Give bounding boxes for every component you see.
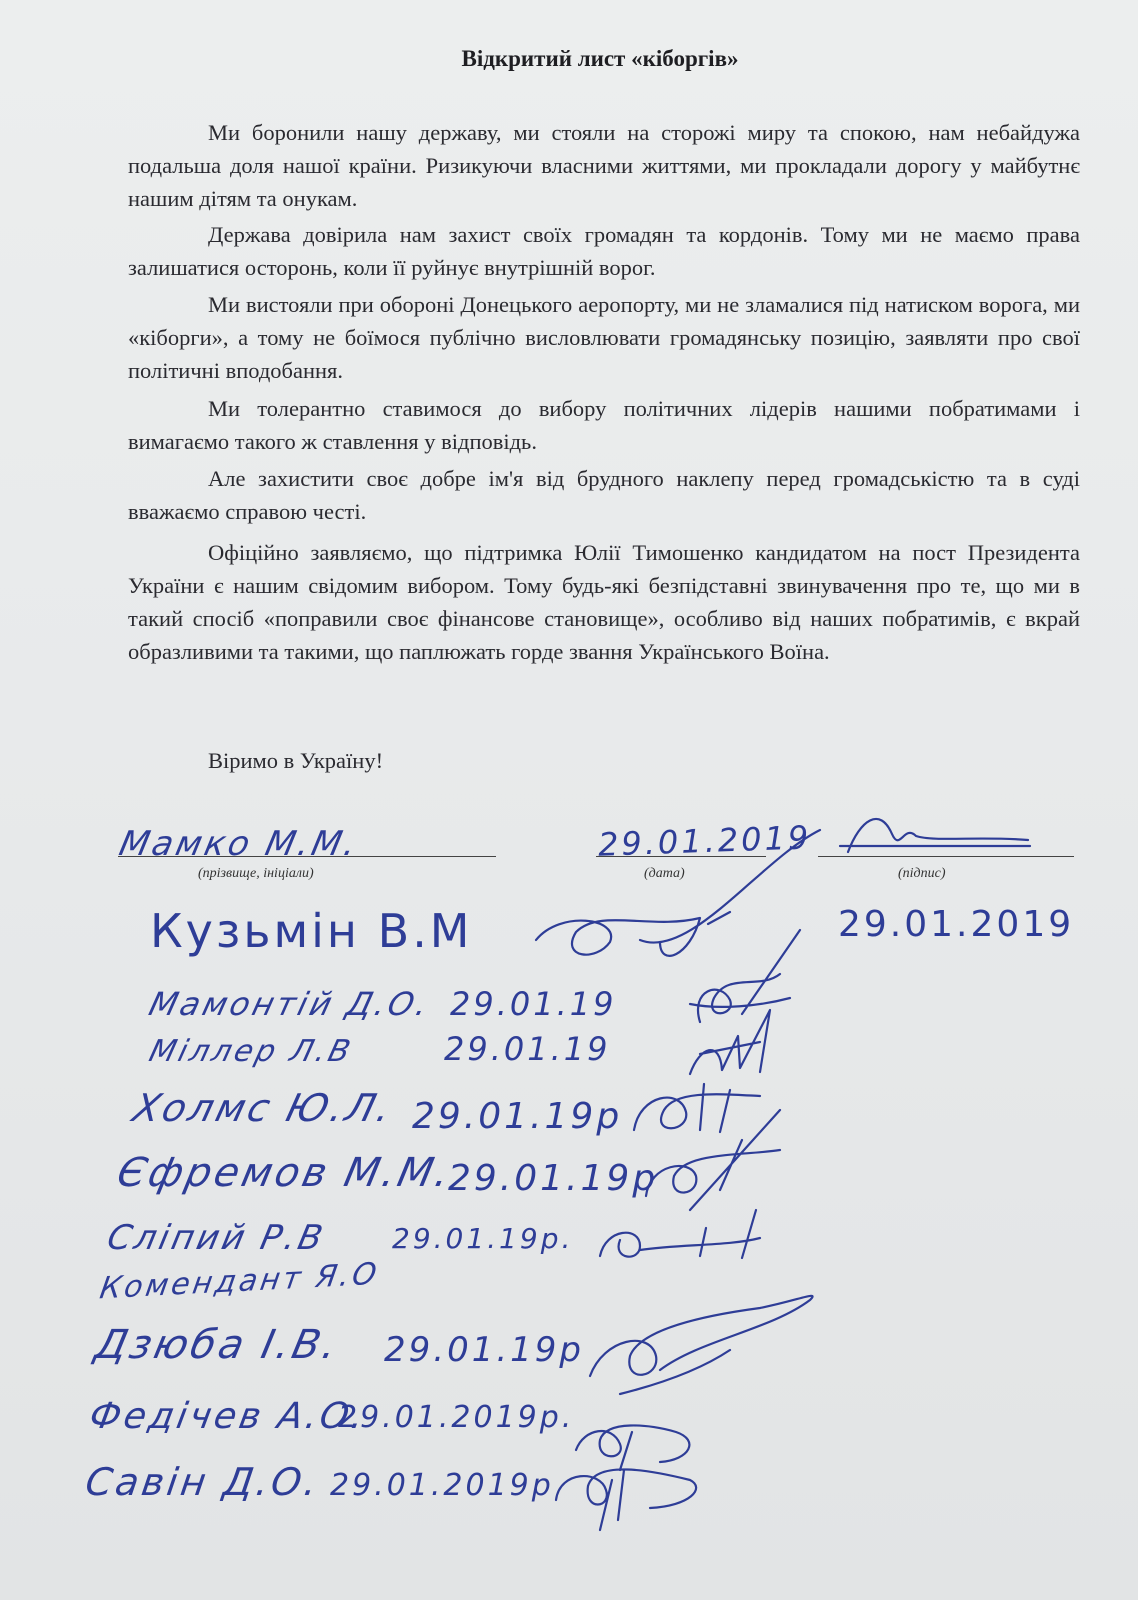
signature-1 xyxy=(840,819,1030,852)
paragraph-6: Офіційно заявляємо, що підтримка Юлії Тимошенко кандидатом на пост Президента України є нашим свідомим вибором. Тому будь-які безпідставні звинувачення про те, що ми в такий спосіб «поправили своє фінансове становище», особливо від наших побратимів, є вкрай образливими та такими, що паплюжать горде звання Українського Воїна. xyxy=(128,540,1080,664)
signature-2 xyxy=(536,830,820,956)
handwritten-name-3: Мамонтій Д.О. xyxy=(145,985,435,1023)
date-caption: (дата) xyxy=(644,866,685,881)
paragraph-4: Ми толерантно ставимося до вибору політичних лідерів нашими побратимами і вимагаємо такого ж ставлення у відповідь. xyxy=(128,396,1080,454)
handwritten-name-6: Єфремов М.М. xyxy=(113,1150,457,1196)
handwritten-date-5: 29.01.19р xyxy=(412,1096,623,1137)
handwritten-date-9: 29.01.19р xyxy=(384,1330,584,1370)
handwritten-date-2: 29.01.2019 xyxy=(838,904,1075,945)
paragraph-2: Держава довірила нам захист своїх громадян та кордонів. Тому ми не маємо права залишатися осторонь, коли її руйнує внутрішній ворог. xyxy=(128,222,1080,280)
handwritten-name-11: Савін Д.О. xyxy=(82,1460,323,1504)
paragraph-3: Ми вистояли при обороні Донецького аеропорту, ми не зламалися під натиском ворога, ми «кіборги», а тому не боїмося публічно висловлювати громадянську позицію, заявляти про свої політичні вподобання. xyxy=(128,292,1080,383)
handwritten-name-4: Міллер Л.В xyxy=(145,1034,357,1069)
signature-7 xyxy=(600,1210,760,1258)
handwritten-name-2: Кузьмін В.М xyxy=(150,904,473,958)
handwritten-date-11: 29.01.2019р xyxy=(330,1468,554,1503)
paragraph-5: Але захистити своє добре ім'я від брудного наклепу перед громадськістю та в суді вважаємо справою честі. xyxy=(128,466,1080,524)
paragraph-1: Ми боронили нашу державу, ми стояли на сторожі миру та спокою, нам небайдужа подальша доля нашої країни. Ризикуючи власними життями, ми прокладали дорогу у майбутнє нашим дітям та онукам. xyxy=(128,120,1080,211)
signature-5 xyxy=(634,1084,760,1132)
handwritten-name-5: Холмс Ю.Л. xyxy=(128,1086,399,1130)
handwritten-name-10: Федічев А.О. xyxy=(86,1396,370,1437)
handwritten-date-4: 29.01.19 xyxy=(444,1030,611,1068)
closing-line: Віримо в Україну! xyxy=(208,748,384,773)
handwritten-date-6: 29.01.19р xyxy=(448,1158,659,1199)
handwritten-date-7: 29.01.19р. xyxy=(392,1222,574,1255)
signature-caption: (підпис) xyxy=(898,866,946,881)
handwritten-name-9: Дзюба І.В. xyxy=(91,1322,344,1368)
signature-4 xyxy=(690,1010,770,1074)
signature-10 xyxy=(556,1469,696,1530)
handwritten-name-8: Комендант Я.О xyxy=(97,1256,382,1307)
signature-9 xyxy=(576,1425,689,1470)
handwritten-date-3: 29.01.19 xyxy=(450,985,617,1023)
handwritten-name-1: Мамко М.М. xyxy=(115,824,363,864)
handwritten-date-10: 29.01.2019р. xyxy=(338,1400,575,1435)
signature-8 xyxy=(590,1296,813,1394)
signature-6 xyxy=(646,1110,780,1210)
surname-caption: (прізвище, ініціали) xyxy=(198,866,314,881)
letter-title: Відкритий лист «кіборгів» xyxy=(461,46,739,71)
signature-3 xyxy=(690,930,800,1022)
handwritten-date-1: 29.01.2019 xyxy=(597,818,812,864)
handwritten-name-7: Сліпий Р.В xyxy=(103,1218,330,1258)
